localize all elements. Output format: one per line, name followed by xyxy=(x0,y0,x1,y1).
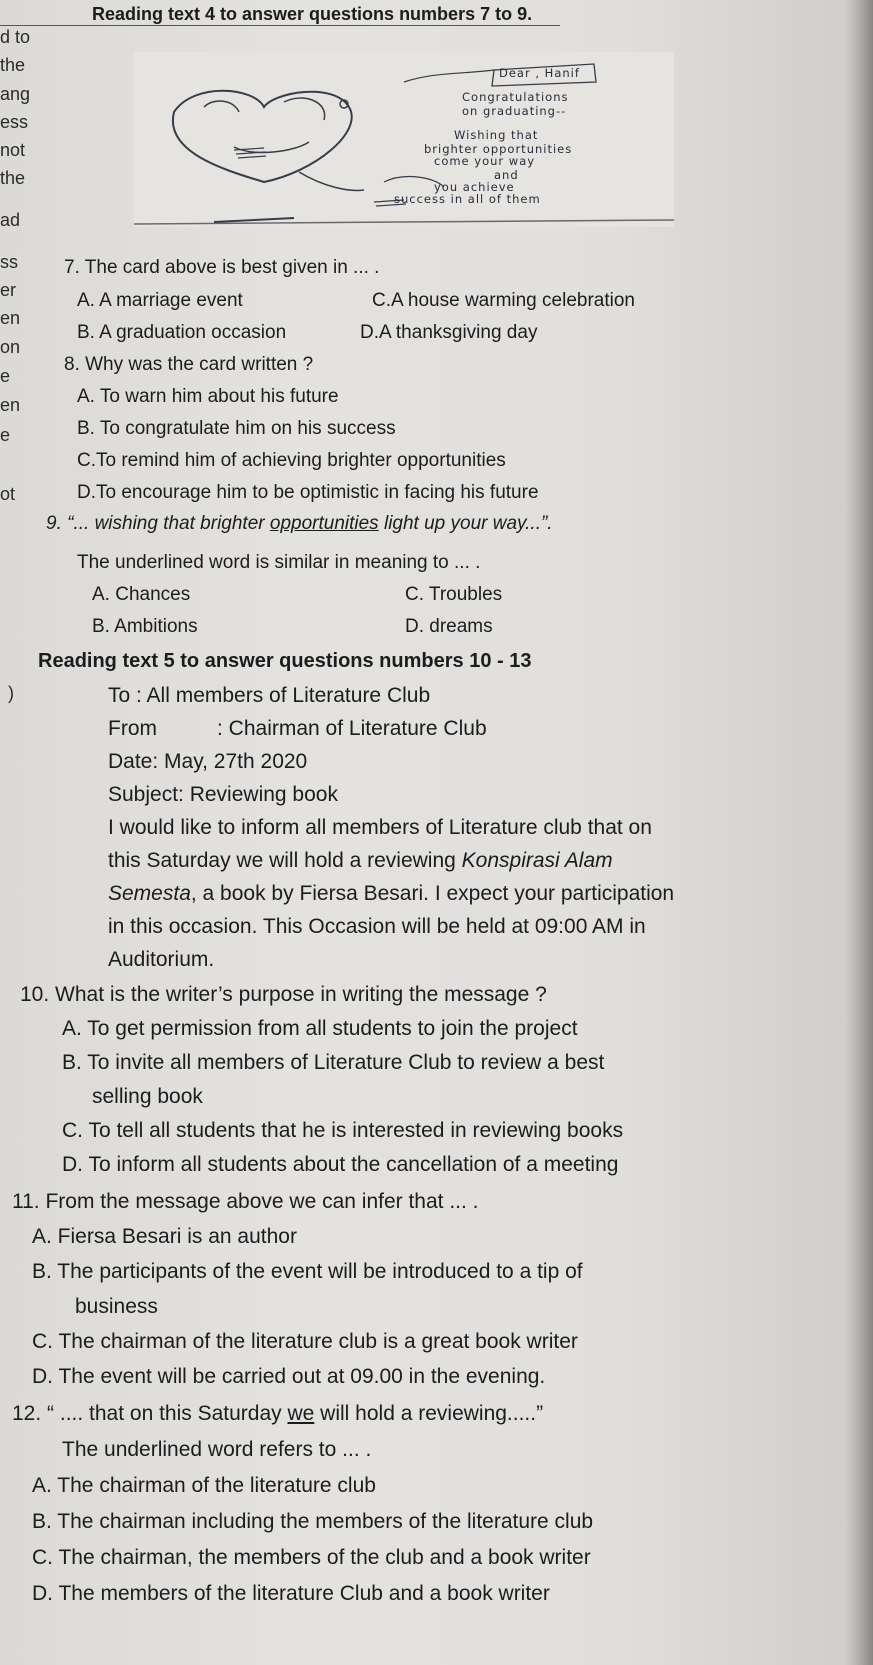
question-9 xyxy=(46,513,553,535)
memo-to: To : All members of Literature Club xyxy=(108,684,431,707)
reading-text-5-header: Reading text 5 to answer questions numbers 10 - 13 xyxy=(38,650,532,672)
q9-option-a: A. Chances xyxy=(92,584,191,605)
memo-book-title: Semesta xyxy=(108,882,191,905)
q12-option-b: B. The chairman including the members of the literature club xyxy=(32,1510,594,1533)
margin-fragment: on xyxy=(0,337,21,357)
margin-fragment: ot xyxy=(0,484,16,504)
margin-fragment: ess xyxy=(0,112,29,132)
margin-fragment: er xyxy=(0,280,17,300)
margin-fragment: ad xyxy=(0,210,21,230)
margin-fragment: not xyxy=(0,140,26,160)
q7-option-b: B. A graduation occasion xyxy=(77,322,287,343)
greeting-card-illustration xyxy=(134,52,674,227)
q12-text-before: 12. “ .... that on this Saturday xyxy=(12,1402,288,1425)
memo-body-text: , a book by Fiersa Besari. I expect your participation xyxy=(190,882,675,905)
q12-prompt: The underlined word refers to ... . xyxy=(62,1438,372,1461)
q9-option-b: B. Ambitions xyxy=(92,616,198,637)
memo-body-text: this Saturday we will hold a reviewing xyxy=(108,849,462,872)
q10-option-b-continued: selling book xyxy=(92,1085,203,1108)
q11-option-b-continued: business xyxy=(75,1295,158,1318)
reading-text-4-header: Reading text 4 to answer questions numbers 7 to 9. xyxy=(92,4,533,24)
card-line: success in all of them xyxy=(394,192,541,206)
q11-option-a: A. Fiersa Besari is an author xyxy=(32,1225,297,1248)
card-line: Congratulations xyxy=(462,90,569,104)
memo-subject: Subject: Reviewing book xyxy=(108,783,338,806)
q8-option-a: A. To warn him about his future xyxy=(77,386,339,407)
memo-book-title: Konspirasi Alam xyxy=(461,849,613,872)
q10-option-a: A. To get permission from all students to join the project xyxy=(62,1017,578,1040)
margin-fragment: ang xyxy=(0,84,31,104)
card-line: you achieve xyxy=(434,180,515,194)
margin-fragment: en xyxy=(0,308,21,328)
q9-prompt: The underlined word is similar in meaning to ... . xyxy=(77,552,481,573)
q12-text-after: will hold a reviewing.....” xyxy=(314,1402,544,1425)
question-10: 10. What is the writer’s purpose in writing the message ? xyxy=(20,983,547,1006)
question-8: 8. Why was the card written ? xyxy=(64,354,314,375)
card-line: on graduating-- xyxy=(462,104,567,118)
margin-fragment: e xyxy=(0,425,11,445)
card-greeting: Dear , Hanif xyxy=(499,66,580,80)
q12-option-a: A. The chairman of the literature club xyxy=(32,1474,376,1497)
q9-text-before: 9. “... wishing that brighter xyxy=(46,513,270,534)
question-7: 7. The card above is best given in ... . xyxy=(64,257,380,278)
card-line: Wishing that xyxy=(454,128,539,142)
q12-option-c: C. The chairman, the members of the club and a book writer xyxy=(32,1546,591,1569)
q10-option-b: B. To invite all members of Literature Club to review a best xyxy=(62,1051,605,1074)
margin-fragment: e xyxy=(0,366,11,386)
margin-fragment: the xyxy=(0,55,26,75)
q10-option-d: D. To inform all students about the cancellation of a meeting xyxy=(62,1153,619,1176)
q11-option-d: D. The event will be carried out at 09.00 in the evening. xyxy=(32,1365,546,1388)
margin-fragment: en xyxy=(0,395,21,415)
question-11: 11. From the message above we can infer that ... . xyxy=(12,1190,479,1213)
margin-fragment: ss xyxy=(0,252,18,272)
memo-body-line: Auditorium. xyxy=(108,948,215,971)
q7-option-d: D.A thanksgiving day xyxy=(360,322,538,343)
q12-underlined-word: we xyxy=(287,1402,315,1425)
q8-option-d: D.To encourage him to be optimistic in facing his future xyxy=(77,482,539,503)
memo-body-line xyxy=(108,849,613,873)
margin-fragment: the xyxy=(0,168,26,188)
q8-option-b: B. To congratulate him on his success xyxy=(77,418,396,439)
q11-option-c: C. The chairman of the literature club is a great book writer xyxy=(32,1330,578,1353)
q7-option-c: C.A house warming celebration xyxy=(372,290,635,311)
page-binding-shadow xyxy=(845,0,873,1665)
card-line: come your way xyxy=(434,154,536,168)
memo-body-line: in this occasion. This Occasion will be held at 09:00 AM in xyxy=(108,915,646,938)
memo-body-line xyxy=(108,882,674,906)
memo-body-line: I would like to inform all members of Literature club that on xyxy=(108,816,652,839)
q7-option-a: A. A marriage event xyxy=(77,290,243,311)
question-12 xyxy=(12,1402,543,1426)
card-line: and xyxy=(494,168,519,182)
q9-underlined-word: opportunities xyxy=(269,513,379,534)
memo-from-label: From xyxy=(108,717,157,740)
q10-option-c: C. To tell all students that he is interested in reviewing books xyxy=(62,1119,624,1142)
card-line: brighter opportunities xyxy=(424,142,573,156)
q9-option-d: D. dreams xyxy=(405,616,493,637)
q11-option-b: B. The participants of the event will be introduced to a tip of xyxy=(32,1260,583,1283)
margin-fragment: d to xyxy=(0,27,31,47)
memo-date: Date: May, 27th 2020 xyxy=(108,750,308,773)
q8-option-c: C.To remind him of achieving brighter opportunities xyxy=(77,450,506,471)
margin-fragment: ) xyxy=(8,683,14,703)
memo-from-value: : Chairman of Literature Club xyxy=(217,717,487,740)
top-rule xyxy=(0,25,560,26)
q9-option-c: C. Troubles xyxy=(405,584,503,605)
q9-text-after: light up your way...”. xyxy=(378,513,553,534)
q12-option-d: D. The members of the literature Club and a book writer xyxy=(32,1582,550,1605)
